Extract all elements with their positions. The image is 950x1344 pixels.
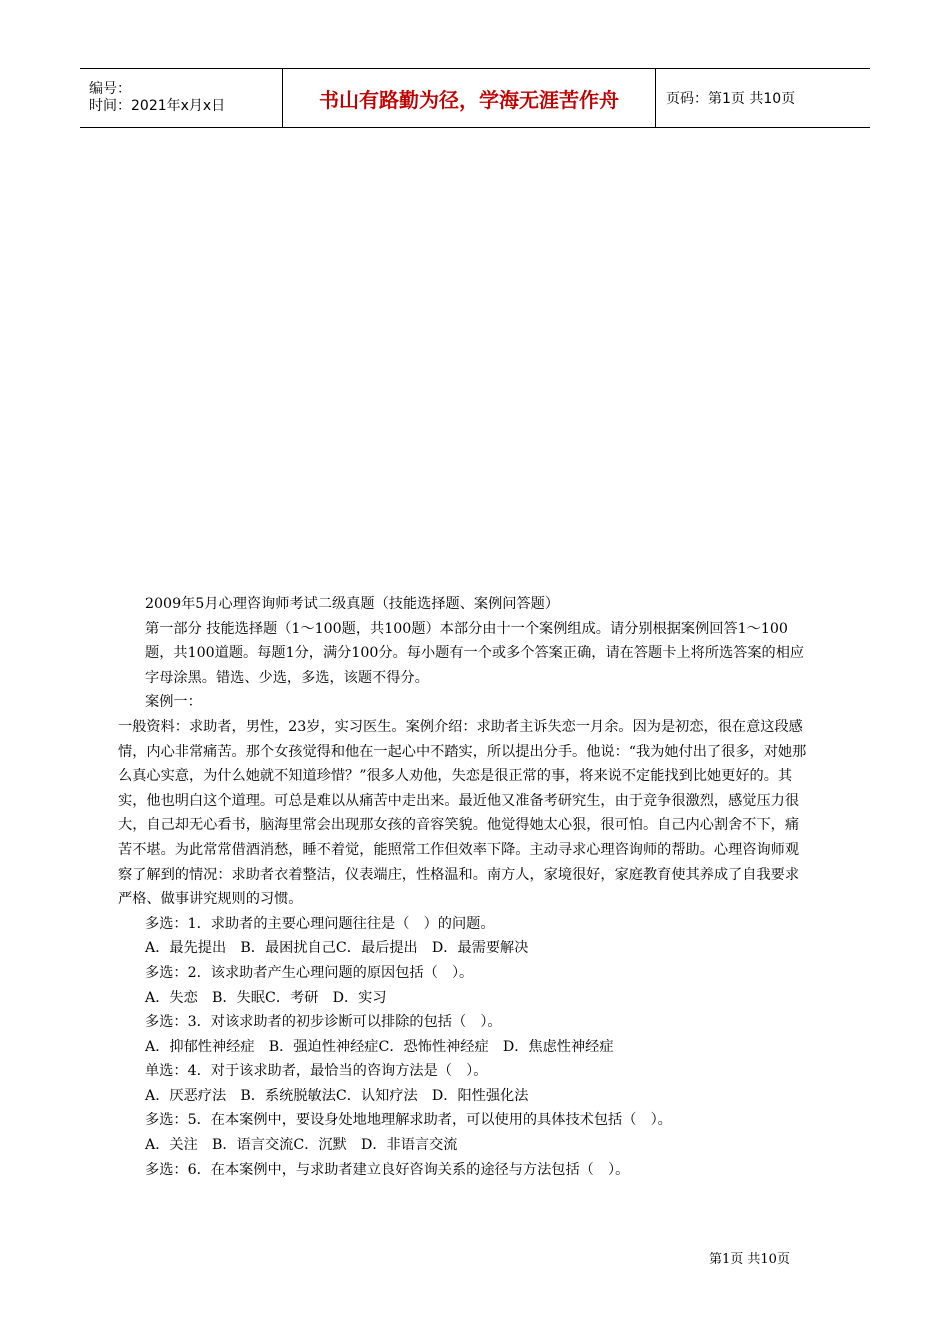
question-3-options: A．抑郁性神经症 B．强迫性神经症C．恐怖性神经症 D．焦虑性神经症 <box>145 1038 614 1055</box>
document-number-label: 编号： <box>89 81 131 97</box>
question-5-options: A．关注 B．语言交流C．沉默 D．非语言交流 <box>145 1137 458 1154</box>
document-title: 2009年5月心理咨询师考试二级真题（技能选择题、案例问答题） <box>145 596 560 612</box>
header-info <box>80 69 282 127</box>
document-body <box>118 592 812 1182</box>
question-1-options: A．最先提出 B．最困扰自己C．最后提出 D．最需要解决 <box>145 940 529 957</box>
question-2: 多选：2．该求助者产生心理问题的原因包括（ ）。 <box>145 964 474 981</box>
question-3: 多选：3．对该求助者的初步诊断可以排除的包括（ ）。 <box>145 1014 502 1031</box>
header-page-info <box>656 69 870 127</box>
question-4-options: A．厌恶疗法 B．系统脱敏法C．认知疗法 D．阳性强化法 <box>145 1087 529 1104</box>
header-motto-cell <box>282 69 656 127</box>
question-6: 多选：6．在本案例中，与求助者建立良好咨询关系的途径与方法包括（ ）。 <box>145 1161 630 1178</box>
page-footer <box>709 1248 790 1267</box>
case-heading: 案例一： <box>145 694 202 711</box>
question-4: 单选：4．对于该求助者，最恰当的咨询方法是（ ）。 <box>145 1063 488 1080</box>
question-5: 多选：5．在本案例中，要设身处地地理解求助者，可以使用的具体技术包括（ ）。 <box>145 1112 672 1129</box>
question-1: 多选：1．求助者的主要心理问题往往是（ ）的问题。 <box>145 915 495 932</box>
section-intro: 第一部分 技能选择题（1～100题，共100题）本部分由十一个案例组成。请分别根据案例回答1～100题，共100道题。每题1分，满分100分。每小题有一个或多个答案正确，请在答题卡上将所选答案的相应字母涂黑。错选、少选，多选，该题不得分。 <box>145 620 805 686</box>
footer-page-number: 第1页 共10页 <box>709 1252 790 1267</box>
header-motto: 书山有路勤为径，学海无涯苦作舟 <box>319 87 619 112</box>
case-description: 一般资料：求助者，男性，23岁，实习医生。案例介绍：求助者主诉失恋一月余。因为是初恋，很在意这段感情，内心非常痛苦。那个女孩觉得和他在一起心中不踏实，所以提出分手。他说：“我为她付出了很多，对她那么真心实意，为什么她就不知道珍惜？”很多人劝他，失恋是很正常的事，将来说不定能找到比她更好的。其实，他也明白这个道理。可总是难以从痛苦中走出来。最近他又准备考研究生，由于竞争很激烈，感觉压力很大，自己却无心看书，脑海里常会出现那女孩的音容笑貌。他觉得她太心狠，很可怕。自己内心割舍不下，痛苦不堪。为此常常借酒消愁，睡不着觉，能照常工作但效率下降。主动寻求心理咨询师的帮助。心理咨询师观察了解到的情况：求助者衣着整洁，仪表端庄，性格温和。南方人，家境很好，家庭教育使其养成了自我要求严格、做事讲究规则的习惯。 <box>118 718 807 908</box>
document-date: 时间：2021年x月x日 <box>89 98 226 114</box>
page-header <box>80 68 870 128</box>
question-2-options: A．失恋 B．失眠C．考研 D．实习 <box>145 989 387 1006</box>
header-page-number: 页码：第1页 共10页 <box>666 91 796 107</box>
